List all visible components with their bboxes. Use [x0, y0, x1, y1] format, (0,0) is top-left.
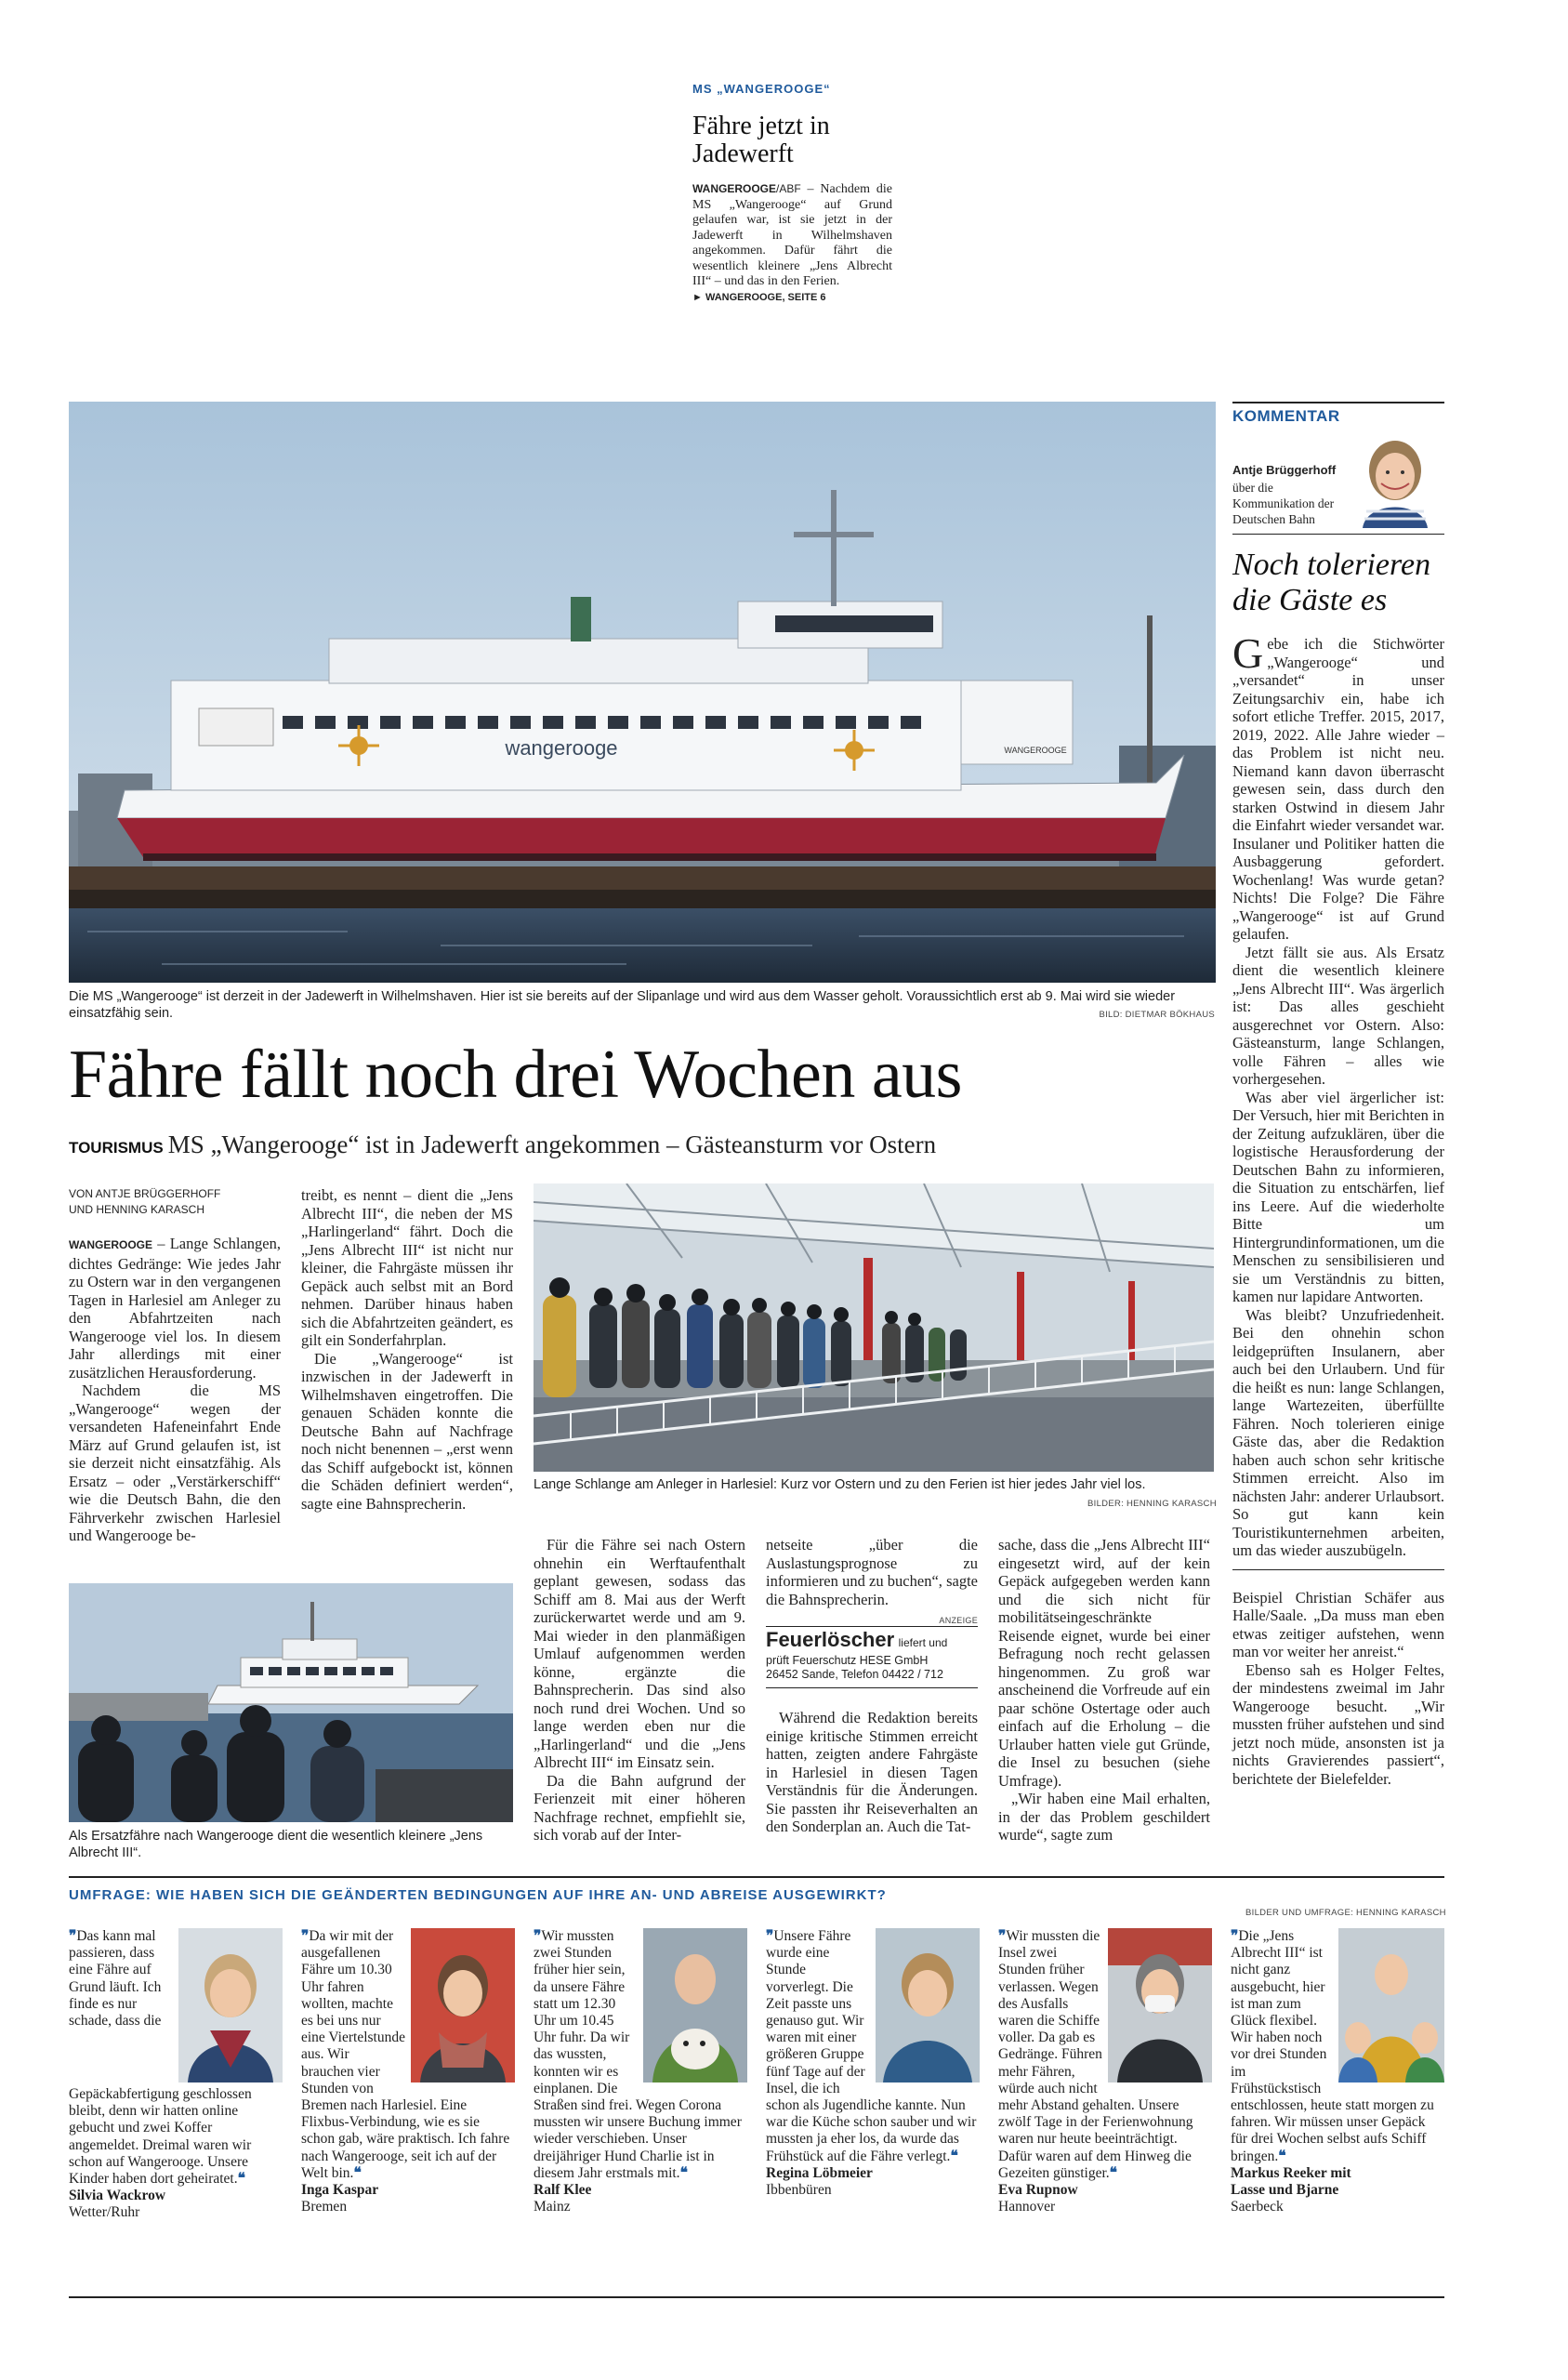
quote-close-mark-icon: ❝	[237, 2171, 245, 2188]
queue-photo-caption: Lange Schlange am Anleger in Harlesiel: Kurz vor Ostern und zu den Ferien ist hier jedes Jahr viel los.	[534, 1477, 1146, 1492]
survey-top-rule	[69, 1876, 1444, 1878]
ad-box[interactable]	[766, 1626, 978, 1688]
article-col-5	[998, 1536, 1210, 1844]
col-1-paragraph-2: Nachdem die MS „Wangerooge“ wegen der versandeten Hafeneinfahrt Ende März auf Grund gelaufen ist, ist sie derzeit nicht einsatzfähig. Als Ersatz – oder „Verstärkerschiff“ wie die Deutsch Bahn, die den Fährverkehr zwischen Harlesiel und Wangerooge be-	[69, 1382, 281, 1544]
survey-quote-3-text: Wir mussten zwei Stunden früher hier sein, da unsere Fähre statt um 12.30 Uhr um 10.45 Uhr fuhr. Da wir das wussten, konnten wir es einplanen. Die Straßen sind frei. Wegen Corona mussten wir unsere Buchung immer wieder verschieben. Unser dreijähriger Hund Charlie ist in diesem Jahr erstmals mit.	[534, 1928, 742, 2181]
survey-quote-6-name-line-1: Markus Reeker mit	[1231, 2164, 1351, 2181]
survey-quote-3-name: Ralf Klee	[534, 2182, 592, 2199]
ad-line-3: 26452 Sande, Telefon 04422 / 712	[766, 1668, 943, 1681]
col-6-paragraph-1: Beispiel Christian Schäfer aus Halle/Saale. „Da muss man eben etwas zeitiger aufstehen, wenn man vor weiter her anreist.“	[1232, 1588, 1444, 1660]
ferry-photo-caption: Als Ersatzfähre nach Wangerooge dient die wesentlich kleinere „Jens Albrecht III“.	[69, 1829, 483, 1860]
col-6-paragraph-2: Ebenso sah es Holger Feltes, der mindestens zweimal im Jahr Wangerooge besucht. „Wir mussten früher aufstehen und sind jetzt noch müde, ansonsten ist ja nichts Gravierendes passiert“, berichtete der Bielefelder.	[1232, 1660, 1444, 1788]
article-dateline: WANGEROOGE	[69, 1238, 153, 1251]
teaser-headline-line-1: Fähre jetzt in	[692, 112, 830, 140]
ad-line-2: prüft Feuerschutz HESE GmbH	[766, 1654, 929, 1667]
quote-close-mark-icon: ❝	[353, 2164, 362, 2181]
col-1-paragraph-1: – Lange Schlangen, dichtes Gedränge: Wie jedes Jahr zu Ostern war in den vergangenen Tagen in Harlesiel am Anleger zu den Abfahrtzeiten nach Wangerooge viel los. In diesem Jahr allerdings mit einer zusätzlichen Herausforderung.	[69, 1235, 281, 1382]
survey-title[interactable]: UMFRAGE: WIE HABEN SICH DIE GEÄNDERTEN BEDINGUNGEN AUF IHRE AN- UND ABREISE AUSGEWIRKT?	[69, 1887, 887, 1903]
ship-illustration	[69, 402, 1216, 983]
teaser-agency: /ABF	[776, 182, 801, 195]
quote-close-mark-icon: ❝	[1109, 2164, 1117, 2181]
survey-quote-5-name: Eva Rupnow	[998, 2182, 1078, 2199]
teaser-kicker: MS „WANGEROOGE“	[692, 82, 831, 96]
comment-body	[1232, 629, 1444, 1560]
comment-headline[interactable]	[1232, 548, 1444, 618]
survey-quote-1-name: Silvia Wackrow	[69, 2188, 166, 2204]
article-col-3	[534, 1536, 745, 1844]
comment-paragraph-4: Was bleibt? Unzufriedenheit. Bei den ohnehin schon leidgeprüften Insulanern, aber auch bei den Urlaubern. Und für die heißt es nun: lange Schlangen, lange Wartezeiten, überfüllte Fähren. Noch tolerieren einige Gäste das, aber die Redaktion haben auch schon sehr kritische Stimmen erreicht. Also im nächsten Jahr: anderer Urlaubsort. So gut kann kein Touristikunternehmen arbeiten, um das wieder auszubügeln.	[1232, 1305, 1444, 1559]
comment-headline-line-2: die Gäste es	[1232, 583, 1388, 617]
article-subhead-text: MS „Wangerooge“ ist in Jadewerft angekommen – Gästeansturm vor Ostern	[167, 1130, 937, 1158]
comment-author-about: über die Kommunikation der Deutschen Bahn	[1232, 481, 1335, 526]
comment-paragraph-1: ebe ich die Stichwörter „Wangerooge“ und „versandet“ in unser Zeitungsarchiv ein, habe ich sofort etliche Treffer. 2015, 2017, 2019, 2022. Alle Jahre wieder – das Problem ist nicht neu. Niemand kann davon überrascht gewesen sein, dass durch den starken Ostwind in diesem Jahr die Einfahrt wieder versandet war. Insulaner und Politiker hatten die Ausbaggerung gefordert. Wochenlang! Was wurde getan? Nichts! Die Folge? Die Fähre „Wangerooge“ ist auf Grund gelaufen.	[1232, 635, 1444, 943]
survey-quote-4-place: Ibbenbüren	[766, 2181, 832, 2198]
main-photo	[69, 402, 1216, 983]
main-photo-caption: Die MS „Wangerooge“ ist derzeit in der Jadewerft in Wilhelmshaven. Hier ist sie bereits auf der Slipanlage und wird aus dem Wasser geholt. Voraussichtlich erst ab 9. Mai wird sie wieder einsatzfähig sein.	[69, 989, 1176, 1021]
byline-line-2: UND HENNING KARASCH	[69, 1203, 205, 1216]
queue-photo	[534, 1183, 1214, 1472]
col-4-paragraph-2: Während die Redaktion bereits einige kritische Stimmen erreicht hatten, zeigten andere Fahrgäste in Harlesiel in diesen Tagen Verständnis für die Änderungen. Sie passten ihr Reiseverhalten an den Sonderplan an. Auch die Tat-	[766, 1709, 978, 1835]
article-subhead	[69, 1130, 936, 1159]
quote-open-mark-icon: ❞	[998, 1928, 1007, 1944]
quote-close-mark-icon: ❝	[950, 2148, 958, 2164]
ad-brand: Feuerlöscher	[766, 1628, 895, 1651]
survey-quote-6	[1231, 1928, 1444, 2215]
teaser	[692, 82, 892, 303]
col-1-text	[69, 1235, 281, 1545]
survey-portrait-5	[1108, 1928, 1212, 2082]
survey-quote-2-place: Bremen	[301, 2199, 348, 2215]
author-portrait	[1346, 426, 1444, 528]
survey-quote-3	[534, 1928, 747, 2215]
survey-credit: BILDER UND UMFRAGE: HENNING KARASCH	[1245, 1908, 1446, 1918]
comment-divider	[1232, 534, 1444, 535]
survey-quote-4	[766, 1928, 980, 2199]
comment-top-rule	[1232, 402, 1444, 403]
teaser-page-reference[interactable]: ► WANGEROOGE, SEITE 6	[692, 291, 826, 303]
ship-name-label: wangerooge	[505, 736, 618, 760]
survey-quote-5-place: Hannover	[998, 2199, 1056, 2215]
col-4-paragraph-1: netseite „über die Auslastungsprognose zu informieren und zu buchen“, sagte die Bahnsprecherin.	[766, 1536, 978, 1608]
teaser-dateline: WANGEROOGE	[692, 182, 777, 195]
quote-close-mark-icon: ❝	[1278, 2148, 1286, 2164]
survey-quote-2-name: Inga Kaspar	[301, 2182, 379, 2199]
teaser-body: – Nachdem die MS „Wangerooge“ auf Grund gelaufen war, ist sie jetzt in der Jadewerft in Wilhelmshaven angekommen. Dafür fährt die wesentlich kleinere „Jens Albrecht III“ – und das in den Ferien.	[692, 182, 892, 288]
article-col-6	[1232, 1589, 1444, 1789]
survey-portrait-4	[876, 1928, 980, 2082]
survey-quote-2	[301, 1928, 515, 2215]
col-2-paragraph-2: Die „Wangerooge“ ist inzwischen in der Jadewerft in Wilhelmshaven eingetroffen. Die genauen Schäden konnte die Deutsche Bahn auf Nachfrage noch nicht benennen – „erst wenn das Schiff aufgebockt ist, können die Schäden definiert werden“, sagte eine Bahnsprecherin.	[301, 1349, 513, 1513]
survey-portrait-1	[178, 1928, 283, 2082]
main-photo-credit: BILD: DIETMAR BÖKHAUS	[1099, 1010, 1215, 1020]
ad-label: ANZEIGE	[939, 1616, 978, 1625]
article-headline[interactable]: Fähre fällt noch drei Wochen aus	[69, 1037, 962, 1113]
comment-headline-line-1: Noch tolerieren	[1232, 548, 1431, 582]
survey-quote-6-place: Saerbeck	[1231, 2198, 1284, 2215]
teaser-headline-line-2: Jadewerft	[692, 139, 794, 168]
col-3-paragraph-2: Da die Bahn aufgrund der Ferienzeit mit einer höheren Nachfrage rechnet, empfiehlt sie, sich vorab auf der Inter-	[534, 1771, 745, 1844]
queue-photo-credit: BILDER: HENNING KARASCH	[1087, 1499, 1217, 1509]
survey-quote-4-text: Unsere Fähre wurde eine Stunde vorverlegt. Die Zeit passte uns genauso gut. Wir waren mit einer größeren Gruppe fünf Tage auf der Insel, die ich schon als Jugendliche kannte. Nun war die Küche schon sauber und wir mussten ja eher los, da wurde das Frühstück auf die Fähre verlegt.	[766, 1928, 977, 2164]
quote-close-mark-icon: ❝	[679, 2164, 688, 2181]
survey-quote-6-name-line-2: Lasse und Bjarne	[1231, 2181, 1339, 2198]
survey-portrait-2	[411, 1928, 515, 2082]
comment-paragraph-2: Jetzt fällt sie aus. Als Ersatz dient die wesentlich kleinere „Jens Albrecht III“. Was ärgerlich ist: Das alles geschieht ausgerechnet vor Ostern. Also: Gästeansturm, lange Schlangen, volle Fähren – alles wie vorhergesehen.	[1232, 943, 1444, 1088]
article-byline	[69, 1186, 281, 1218]
col-5-paragraph-2: „Wir haben eine Mail erhalten, in der das Problem geschildert wurde“, sagte zum	[998, 1790, 1210, 1844]
comment-author[interactable]: Antje Brüggerhoff	[1232, 463, 1337, 477]
quote-open-mark-icon: ❞	[1231, 1928, 1239, 1944]
article-rubric: TOURISMUS	[69, 1139, 164, 1157]
article-col-1	[69, 1186, 281, 1545]
quote-open-mark-icon: ❞	[766, 1928, 774, 1944]
ferry-photo	[69, 1583, 513, 1822]
teaser-text	[692, 181, 892, 290]
quote-open-mark-icon: ❞	[301, 1928, 310, 1944]
col-5-paragraph-1: sache, dass die „Jens Albrecht III“ eingesetzt wird, auf der kein Gepäck aufgegeben werden kann und die sich nicht für mobilitätseingeschränkte Reisende eignet, wurde bei einer Befragung noch recht gelassen hingenommen. Zu groß war anscheinend die Vorfreude auf ein paar schöne Ostertage oder auch einfach auf die Erholung – die Urlauber hatten viele gut Gründe, die Insel zu besuchen (siehe Umfrage).	[998, 1536, 1210, 1790]
teaser-headline[interactable]	[692, 112, 892, 168]
survey-quotes	[69, 1928, 1444, 2300]
article-col-4	[766, 1536, 978, 1836]
queue-illustration	[534, 1183, 1214, 1472]
ad-line-1: liefert und	[898, 1636, 948, 1649]
survey-quote-6-text: Die „Jens Albrecht III“ ist nicht ganz ausgebucht, hier ist man zum Glück flexibel. Wir haben noch vor drei Stunden im Frühstückstisch entschlossen, heute statt morgen zu fahren. Wir müssen unser Gepäck für drei Wochen selbst aufs Schiff bringen.	[1231, 1928, 1434, 2164]
col-2-paragraph-1: treibt, es nennt – dient die „Jens Albrecht III“, die neben der MS „Harlingerland“ fährt. Doch die „Jens Albrecht III“ ist nicht nur kleiner, die Fahrgäste müssen ihr Gepäck auch selbst mit an Bord nehmen. Darüber hinaus haben sich die Abfahrtzeiten geändert, es gilt ein Sonderfahrplan.	[301, 1186, 513, 1349]
quote-open-mark-icon: ❞	[534, 1928, 542, 1944]
survey-quote-4-name: Regina Löbmeier	[766, 2164, 873, 2181]
survey-quote-1-text: Das kann mal passieren, dass eine Fähre auf Grund läuft. Ich finde es nur schade, dass die Gepäckabfertigung geschlossen bleibt, denn wir hatten online gebucht und zwei Koffer angemeldet. Dreimal waren wir schon auf Wangerooge. Unsere Kinder haben dort geheiratet.	[69, 1928, 252, 2188]
survey-portrait-6	[1338, 1928, 1444, 2082]
comment-kicker: KOMMENTAR	[1232, 407, 1340, 425]
survey-quote-5-text: Wir mussten die Insel zwei Stunden früher verlassen. Wegen des Ausfalls waren die Schiffe voller. Da gab es Gedränge. Führen mehr Fähren, würde auch nicht mehr Abstand gehalten. Unsere zwölf Tage in der Ferienwohnung waren nur heute beeinträchtigt. Dafür waren auf dem Hinweg die Gezeiten günstiger.	[998, 1928, 1193, 2181]
quote-open-mark-icon: ❞	[69, 1928, 77, 1944]
survey-quote-3-place: Mainz	[534, 2199, 571, 2215]
comment-drop-cap: G	[1232, 629, 1264, 677]
survey-bottom-rule	[69, 2296, 1444, 2298]
comment-bottom-rule	[1232, 1569, 1444, 1570]
ship-bow-label: WANGEROOGE	[1004, 746, 1067, 755]
survey-quote-1-place: Wetter/Ruhr	[69, 2204, 140, 2221]
survey-portrait-3	[643, 1928, 747, 2082]
ferry-illustration	[69, 1583, 513, 1822]
col-3-paragraph-1: Für die Fähre sei nach Ostern ohnehin ein Werftaufenthalt geplant gewesen, sodass das Schiff am 8. Mai aus der Werft zurückerwartet werde und am 9. Mai wieder in den planmäßigen Umlauf aufgenommen werden könne, ergänzte die Bahnsprecherin. Das sind also noch rund drei Wochen. Und so lange werden eben nur die „Harlingerland“ und die „Jens Albrecht III“ im Einsatz sein.	[534, 1536, 745, 1771]
comment-paragraph-3: Was aber viel ärgerlicher ist: Der Versuch, hier mit Berichten in der Zeitung aufzuklären, über die logistische Herausforderung der Deutschen Bahn zu informieren, die Situation zu entschärfen, lief ins Leere. Auf die wiederholte Bitte um Hintergrundinformationen, um die Menschen zu sensibilisieren und sie um Verständnis zu bitten, kamen nur lapidare Antworten.	[1232, 1088, 1444, 1305]
comment-column	[1232, 407, 1444, 1788]
survey-quote-5	[998, 1928, 1212, 2215]
byline-line-1: VON ANTJE BRÜGGERHOFF	[69, 1187, 221, 1200]
survey-quote-1	[69, 1928, 283, 2221]
article-col-2	[301, 1186, 513, 1513]
survey-quote-2-text: Da wir mit der ausgefallenen Fähre um 10.30 Uhr fahren wollten, machte es bei uns nur eine Viertelstunde aus. Wir brauchen vier Stunden von Bremen nach Harlesiel. Eine Flixbus-Verbindung, wie es sie schon gab, wäre praktisch. Ich fahre nach Wangerooge, seit ich auf der Welt bin.	[301, 1928, 510, 2181]
